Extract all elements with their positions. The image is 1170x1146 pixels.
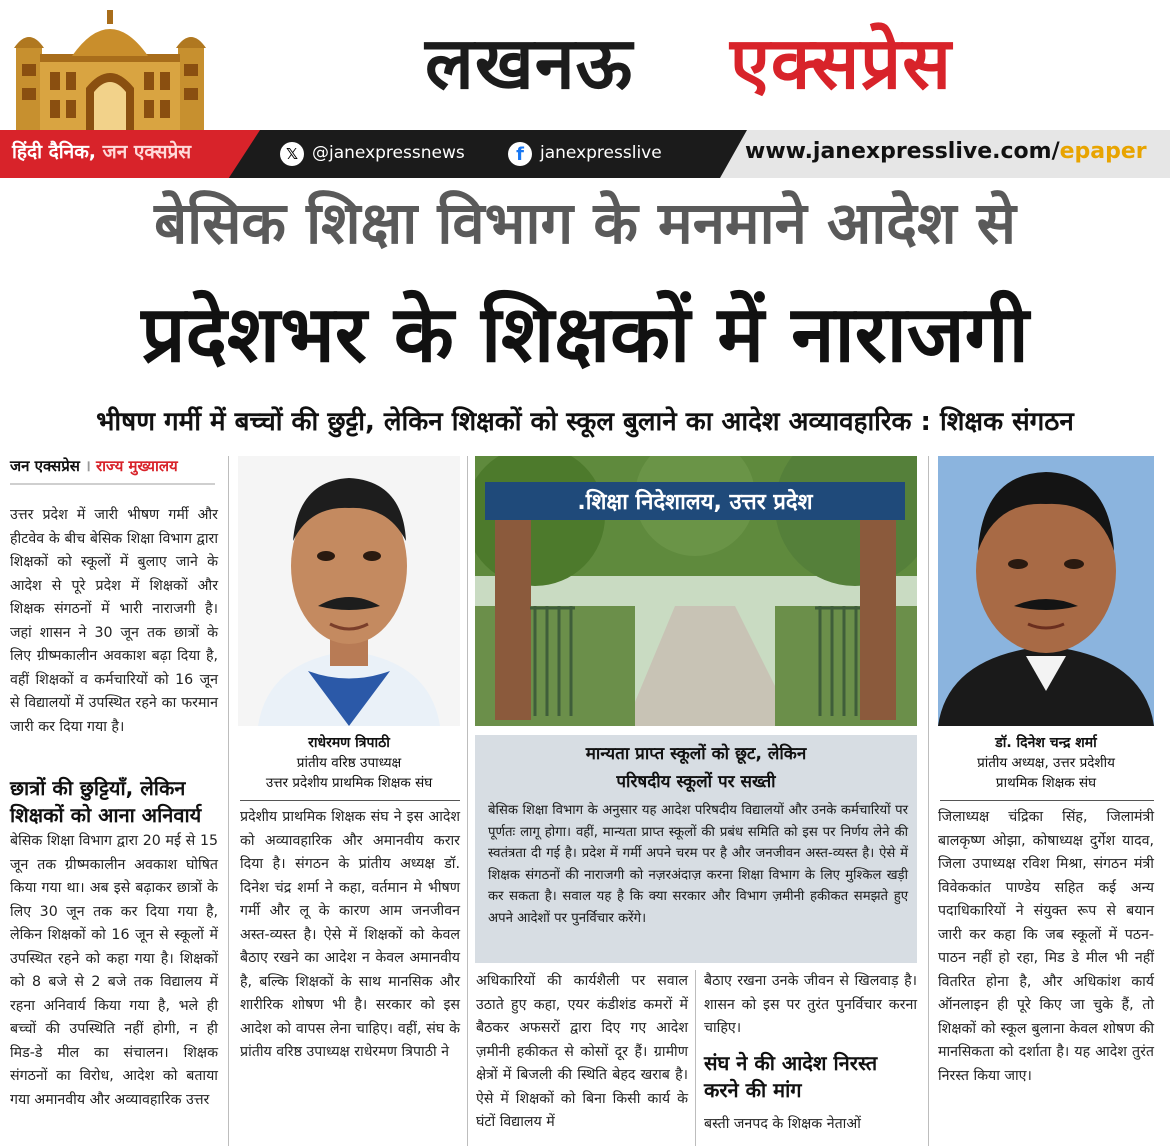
- tagline-brand: जन एक्सप्रेस: [102, 141, 192, 163]
- caption-left-role-1: प्रांतीय वरिष्ठ उपाध्यक्ष: [296, 755, 402, 771]
- masthead-title-lucknow: लखनऊ: [425, 21, 634, 105]
- column-4-paragraph-1: बैठाए रखना उनके जीवन से खिलवाड़ है। शासन को इस पर तुरंत पुनर्विचार करना चाहिए।: [704, 973, 917, 1036]
- twitter-handle[interactable]: @janexpressnews: [312, 143, 465, 163]
- tagline: [12, 138, 191, 164]
- building-logo-icon: [10, 8, 210, 130]
- column-1-subheading: छात्रों की छुट्टियाँ, लेकिन शिक्षकों को आना अनिवार्य: [10, 776, 202, 827]
- gate-scene-icon: [475, 456, 917, 726]
- photo-radheraman-tripathi: [238, 456, 460, 726]
- caption-right: [938, 733, 1154, 793]
- facebook-icon[interactable]: f: [508, 142, 532, 166]
- gate-sign-text: .शिक्षा निदेशालय, उत्तर प्रदेश: [577, 490, 813, 515]
- portrait-icon: [938, 456, 1154, 726]
- caption-right-role-1: प्रांतीय अध्यक्ष, उत्तर प्रदेशीय: [977, 755, 1115, 771]
- box-title: [475, 740, 917, 796]
- url-main: www.janexpresslive.com/: [745, 139, 1060, 164]
- facebook-handle[interactable]: janexpresslive: [540, 143, 662, 163]
- caption-right-name: डॉ. दिनेश चन्द्र शर्मा: [995, 735, 1097, 751]
- headline-line-2: प्रदेशभर के शिक्षकों में नाराजगी: [141, 290, 1029, 380]
- caption-left-role-2: उत्तर प्रदेशीय प्राथमिक शिक्षक संघ: [265, 775, 433, 791]
- column-2-rule: [240, 800, 460, 801]
- subheadline: भीषण गर्मी में बच्चों की छुट्टी, लेकिन शिक्षकों को स्कूल बुलाने का आदेश अव्यावहारिक : शिक्षक संगठन: [96, 407, 1074, 437]
- photo-shiksha-nideshalay: [475, 456, 917, 726]
- column-divider: [928, 456, 929, 1146]
- photo-dinesh-chandra-sharma: [938, 456, 1154, 726]
- column-1-paragraph-2: बेसिक शिक्षा विभाग द्वारा 20 मई से 15 जून तक ग्रीष्मकालीन अवकाश घोषित किया गया था। अब इसे बढ़ाकर छात्रों के लिए 30 जून तक कर दिया गया है, लेकिन शिक्षकों को 16 जून से स्कूलों में उपस्थित रहने को कहा गया है। शिक्षकों को 8 बजे से 2 बजे तक विद्यालय में रहना अनिवार्य किया गया है, भले ही बच्चों की उपस्थिति नहीं होगी, न ही मिड-डे मील का संचालन। शिक्षक संगठनों का विरोध, आदेश को बताया गया अमानवीय और अव्यावहारिक उत्तर: [10, 833, 218, 1108]
- dateline-separator: ।: [85, 457, 91, 475]
- masthead-title-express: एक्सप्रेस: [730, 21, 952, 105]
- column-4-subheading: संघ ने की आदेश निरस्त करने की मांग: [704, 1051, 878, 1102]
- column-divider: [228, 456, 229, 1146]
- url-accent: epaper: [1059, 139, 1147, 164]
- column-divider: [467, 456, 468, 1146]
- caption-right-role-2: प्राथमिक शिक्षक संघ: [995, 775, 1097, 791]
- epaper-url[interactable]: [745, 139, 1147, 164]
- dateline-place: राज्य मुख्यालय: [96, 457, 178, 475]
- caption-left: [238, 733, 460, 793]
- portrait-icon: [238, 456, 460, 726]
- dateline: [10, 456, 178, 476]
- column-4-paragraph-2: बस्ती जनपद के शिक्षक नेताओं: [704, 1116, 861, 1132]
- column-5-paragraph: जिलाध्यक्ष चंद्रिका सिंह, जिलामंत्री बालकृष्ण ओझा, कोषाध्यक्ष दुर्गेश यादव, जिला उपाध्यक्ष रविश मिश्रा, संगठन मंत्री विवेककांत पाण्डेय सहित कई अन्य पदाधिकारियों ने संयुक्त रूप से बयान जारी कर कहा कि जब स्कूलों में पठन-पाठन नहीं हो रहा, मिड डे मील भी नहीं वितरित होना है, और अधिकांश कार्य ऑनलाइन ही पूरे किए जा चुके हैं, तो शिक्षकों को स्कूल बुलाना केवल शोषण की मानसिकता को दर्शाता है। यह आदेश तुरंत निरस्त किया जाए।: [938, 809, 1154, 1084]
- box-title-line-2: परिषदीय स्कूलों पर सख्ती: [616, 772, 776, 792]
- x-twitter-icon[interactable]: 𝕏: [280, 142, 304, 166]
- column-3-paragraph: अधिकारियों की कार्यशैली पर सवाल उठाते हुए कहा, एयर कंडीशंड कमरों में बैठकर अफसरों द्वारा दिए गए आदेश ज़मीनी हकीकत से कोसों दूर हैं। ग्रामीण क्षेत्रों में बिजली की स्थिति बेहद खराब है। ऐसे में शिक्षकों को बिना किसी कार्य के घंटों विद्यालय में: [476, 973, 688, 1130]
- caption-left-name: राधेरमण त्रिपाठी: [308, 735, 390, 751]
- headline-line-1: बेसिक शिक्षा विभाग के मनमाने आदेश से: [154, 189, 1016, 257]
- column-1-paragraph-1: उत्तर प्रदेश में जारी भीषण गर्मी और हीटवेव के बीच बेसिक शिक्षा विभाग द्वारा शिक्षकों को स्कूलों में बुलाए जाने के आदेश से पूरे प्रदेश में शिक्षकों और शिक्षक संगठनों में भारी नाराजगी है। जहां शासन ने 30 जून तक छात्रों के लिए ग्रीष्मकालीन अवकाश बढ़ा दिया है, वहीं शिक्षकों व कर्मचारियों को 16 जून से विद्यालयों में उपस्थित रहने का फरमान जारी कर दिया गया है।: [10, 507, 218, 735]
- column-divider: [695, 970, 696, 1146]
- box-title-line-1: मान्यता प्राप्त स्कूलों को छूट, लेकिन: [585, 744, 807, 764]
- dateline-divider: [10, 483, 215, 485]
- box-body: बेसिक शिक्षा विभाग के अनुसार यह आदेश परिषदीय विद्यालयों और उनके कर्मचारियों पर पूर्णतः लागू होगा। वहीं, मान्यता प्राप्त स्कूलों की प्रबंध समिति को इस पर निर्णय लेने की स्वतंत्रता दी गई है। प्रदेश में गर्मी अपने चरम पर है और जनजीवन अस्त-व्यस्त है। ऐसे में शिक्षक संगठनों की नाराजगी को नज़रअंदाज़ करना शिक्षा विभाग के लिए मुश्किल खड़ी कर सकता है। सवाल यह है कि क्या सरकार और विभाग ज़मीनी हकीकत समझते हुए अपने आदेशों पर पुनर्विचार करेंगे।: [488, 803, 908, 926]
- column-5-rule: [940, 800, 1154, 801]
- dateline-source: जन एक्सप्रेस: [10, 457, 80, 475]
- column-2-paragraph: प्रदेशीय प्राथमिक शिक्षक संघ ने इस आदेश को अव्यावहारिक और अमानवीय करार दिया है। संगठन के प्रांतीय अध्यक्ष डॉ. दिनेश चंद्र शर्मा ने कहा, वर्तमान मे भीषण गर्मी और लू के कारण आम जनजीवन अस्त-व्यस्त है। ऐसे में शिक्षकों को केवल बैठाए रखने का आदेश न केवल अमानवीय है, बल्कि शिक्षकों के साथ मानसिक और शारीरिक शोषण भी है। सरकार को इस आदेश को वापस लेना चाहिए। वहीं, संघ के प्रांतीय वरिष्ठ उपाध्यक्ष राधेरमण त्रिपाठी ने: [240, 809, 460, 1060]
- tagline-daily: हिंदी दैनिक,: [12, 141, 96, 163]
